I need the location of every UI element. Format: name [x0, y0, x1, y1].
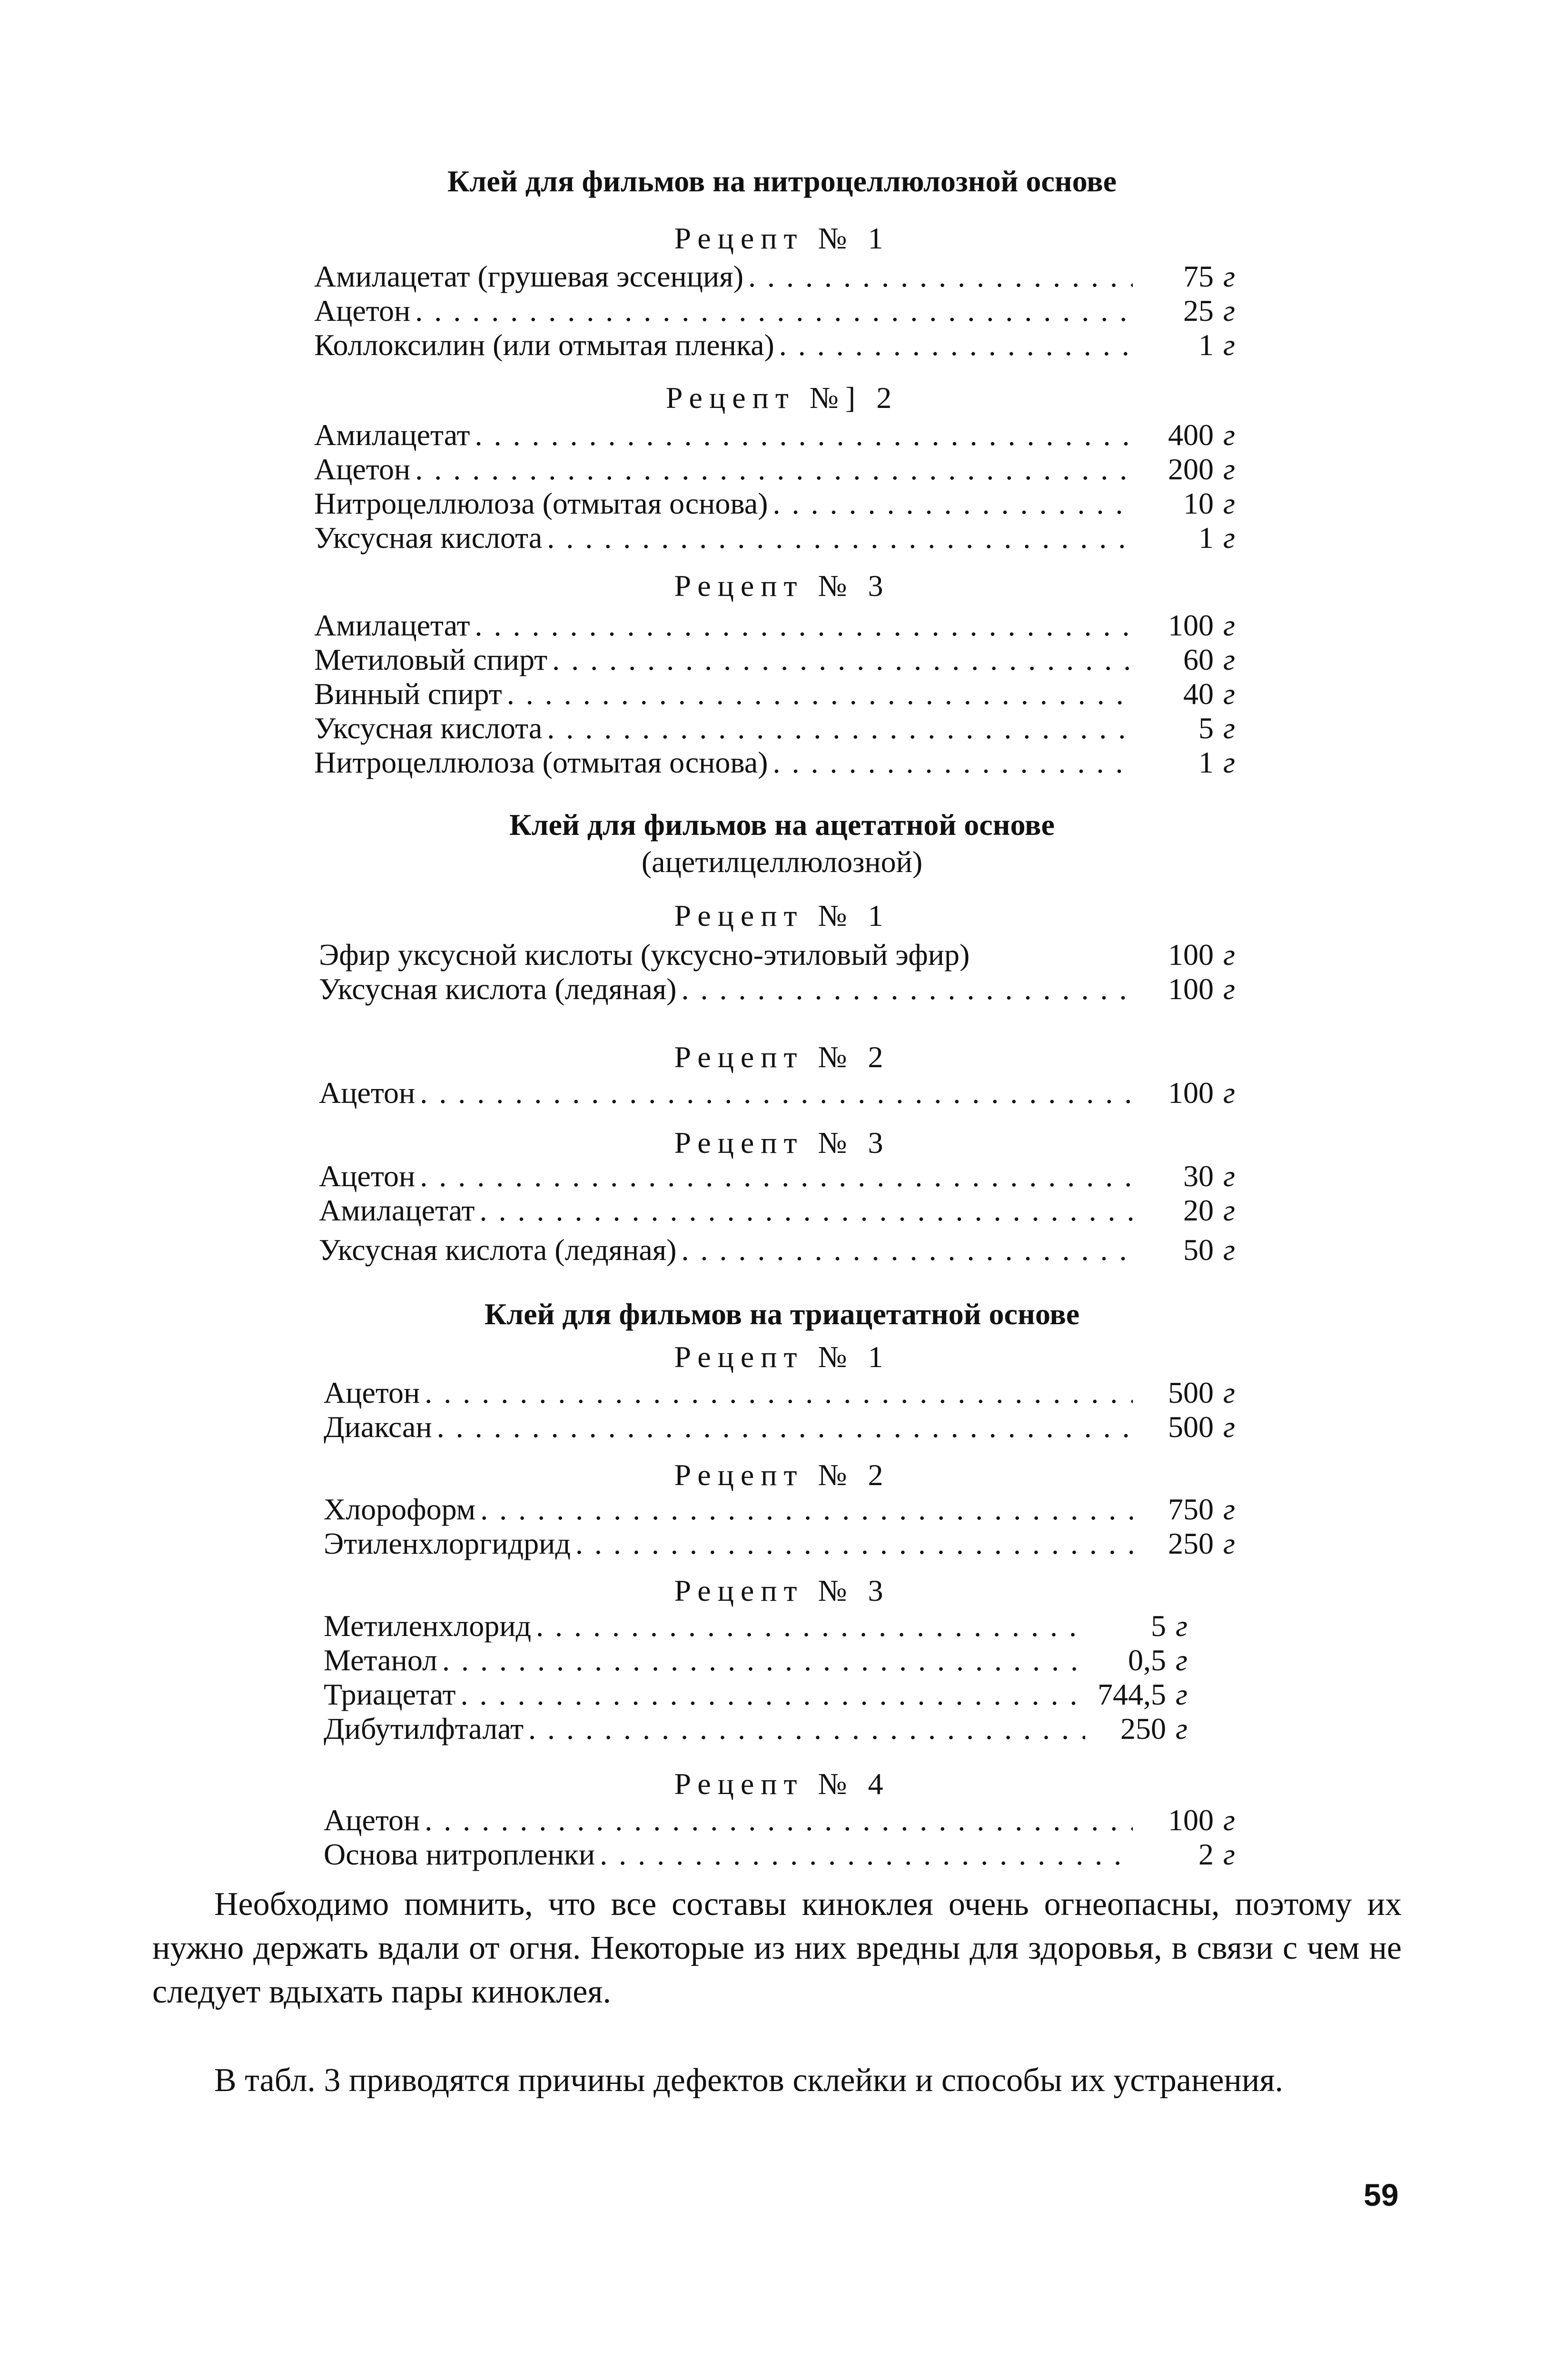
ingredient-name: Амилацетат — [319, 1193, 475, 1227]
ingredient-name: Уксусная кислота — [314, 521, 543, 555]
recipe-title: Рецепт №] 2 — [665, 381, 899, 415]
ingredient-amount: 500 — [1168, 1376, 1214, 1409]
ingredient-name: Этиленхлоргидрид — [324, 1527, 571, 1560]
ingredient-unit: г — [1223, 972, 1235, 1006]
ingredient-amount: 250 — [1120, 1712, 1166, 1745]
ingredient-amount: 1 — [1198, 745, 1214, 779]
leader-dots — [552, 643, 1133, 677]
ingredient-name: Основа нитропленки — [324, 1837, 595, 1871]
ingredient-unit: г — [1223, 643, 1235, 676]
leader-dots — [547, 521, 1133, 555]
ingredient-amount: 200 — [1168, 452, 1214, 486]
recipe-title: Рецепт № 3 — [674, 1126, 890, 1160]
leader-dots — [480, 1492, 1133, 1527]
ingredient-unit: г — [1176, 1643, 1188, 1677]
leader-dots — [479, 1193, 1133, 1228]
ingredient-unit: г — [1223, 1803, 1235, 1837]
recipe-title: Рецепт № 3 — [674, 1574, 890, 1607]
ingredient-amount: 10 — [1183, 486, 1214, 520]
ingredient-unit: г — [1176, 1609, 1188, 1643]
ingredient-name: Амилацетат — [314, 608, 470, 642]
ingredient-name: Триацетат — [324, 1677, 456, 1711]
ingredient-amount: 250 — [1168, 1527, 1214, 1560]
ingredient-row — [314, 643, 1242, 677]
ingredient-name: Ацетон — [319, 1159, 416, 1193]
reference-paragraph: В табл. 3 приводятся причины дефектов склейки и способы их устранения. — [214, 2062, 1284, 2099]
ingredient-unit: г — [1223, 1837, 1235, 1871]
leader-dots — [547, 711, 1133, 745]
ingredient-amount: 100 — [1168, 1803, 1214, 1837]
leader-dots — [460, 1677, 1085, 1712]
ingredient-row — [319, 938, 1242, 972]
ingredient-unit: г — [1223, 1527, 1235, 1560]
ingredient-row — [314, 259, 1242, 294]
ingredient-unit: г — [1223, 418, 1235, 452]
ingredient-amount: 750 — [1168, 1492, 1214, 1526]
ingredient-row — [314, 328, 1242, 362]
ingredient-row — [314, 711, 1242, 745]
ingredient-amount: 2 — [1198, 1837, 1214, 1871]
recipe-title: Рецепт № 1 — [674, 899, 890, 932]
leader-dots — [575, 1527, 1133, 1561]
ingredient-row — [319, 1233, 1242, 1267]
leader-dots — [536, 1609, 1085, 1643]
leader-dots — [437, 1410, 1133, 1444]
recipe-title: Рецепт № 2 — [674, 1040, 890, 1074]
ingredient-amount: 100 — [1168, 608, 1214, 642]
ingredient-row — [324, 1609, 1195, 1643]
section-subheading: (ацетилцеллюлозной) — [641, 845, 923, 879]
ingredient-row — [324, 1803, 1242, 1837]
ingredient-row — [314, 294, 1242, 328]
ingredient-name: Нитроцеллюлоза (отмытая основа) — [314, 486, 768, 520]
ingredient-row — [324, 1677, 1195, 1712]
recipe-title: Рецепт № 3 — [674, 569, 890, 603]
ingredient-unit: г — [1223, 294, 1235, 327]
section-heading-nitrocellulose: Клей для фильмов на нитроцеллюлозной основе — [447, 164, 1117, 198]
ingredient-name: Ацетон — [314, 294, 411, 327]
leader-dots — [772, 486, 1133, 521]
ingredient-row — [314, 677, 1242, 711]
leader-dots — [425, 1803, 1133, 1837]
ingredient-amount: 100 — [1168, 938, 1214, 972]
ingredient-row — [324, 1527, 1242, 1561]
leader-dots — [415, 294, 1133, 328]
ingredient-row — [324, 1410, 1242, 1444]
leader-dots — [475, 608, 1133, 643]
ingredient-name: Дибутилфталат — [324, 1712, 524, 1745]
ingredient-unit: г — [1223, 608, 1235, 642]
ingredient-unit: г — [1223, 486, 1235, 520]
leader-dots — [772, 745, 1133, 780]
leader-dots — [779, 328, 1133, 362]
ingredient-row — [319, 972, 1242, 1006]
leader-dots — [420, 1076, 1133, 1110]
ingredient-row — [319, 1159, 1242, 1193]
ingredient-name: Метиленхлорид — [324, 1609, 532, 1643]
ingredient-name: Метиловый спирт — [314, 643, 548, 676]
section-heading-acetate: Клей для фильмов на ацетатной основе — [509, 808, 1055, 842]
ingredient-unit: г — [1223, 1376, 1235, 1409]
leader-dots — [600, 1837, 1133, 1872]
ingredient-name: Уксусная кислота — [314, 711, 543, 745]
ingredient-row — [319, 1193, 1242, 1228]
leader-dots — [528, 1712, 1085, 1746]
ingredient-amount: 30 — [1183, 1159, 1214, 1193]
ingredient-name: Ацетон — [324, 1376, 420, 1409]
leader-dots — [748, 259, 1133, 294]
ingredient-amount: 40 — [1183, 677, 1214, 711]
ingredient-amount: 20 — [1183, 1193, 1214, 1227]
recipe-title: Рецепт № 1 — [674, 221, 890, 255]
ingredient-row — [324, 1376, 1242, 1410]
leader-dots — [415, 452, 1133, 486]
ingredient-name: Эфир уксусной кислоты (уксусно-этиловый эфир) — [319, 938, 970, 972]
ingredient-row — [324, 1492, 1242, 1527]
ingredient-amount: 1 — [1198, 521, 1214, 555]
page-number: 59 — [1364, 2177, 1399, 2212]
ingredient-name: Амилацетат — [314, 418, 470, 452]
ingredient-unit: г — [1223, 328, 1235, 362]
ingredient-amount: 25 — [1183, 294, 1214, 327]
ingredient-amount: 5 — [1198, 711, 1214, 745]
ingredient-row — [314, 418, 1242, 452]
ingredient-amount: 100 — [1168, 1076, 1214, 1110]
ingredient-name: Уксусная кислота (ледяная) — [319, 1233, 677, 1267]
ingredient-name: Нитроцеллюлоза (отмытая основа) — [314, 745, 768, 779]
ingredient-unit: г — [1223, 259, 1235, 293]
ingredient-unit: г — [1223, 745, 1235, 779]
ingredient-amount: 50 — [1183, 1233, 1214, 1267]
ingredient-amount: 1 — [1198, 328, 1214, 362]
ingredient-row — [314, 608, 1242, 643]
ingredient-row — [314, 521, 1242, 555]
ingredient-amount: 60 — [1183, 643, 1214, 676]
ingredient-amount: 0,5 — [1128, 1643, 1166, 1677]
ingredient-name: Диаксан — [324, 1410, 432, 1444]
ingredient-row — [319, 1076, 1242, 1110]
leader-dots — [425, 1376, 1133, 1410]
ingredient-unit: г — [1176, 1677, 1188, 1711]
ingredient-row — [324, 1712, 1195, 1746]
ingredient-unit: г — [1223, 1410, 1235, 1444]
ingredient-amount: 500 — [1168, 1410, 1214, 1444]
ingredient-unit: г — [1223, 1159, 1235, 1193]
ingredient-unit: г — [1176, 1712, 1188, 1745]
section-heading-triacetate: Клей для фильмов на триацетатной основе — [484, 1297, 1080, 1331]
ingredient-unit: г — [1223, 711, 1235, 745]
leader-dots — [475, 418, 1133, 452]
ingredient-amount: 5 — [1151, 1609, 1166, 1643]
ingredient-name: Коллоксилин (или отмытая пленка) — [314, 328, 774, 362]
leader-dots — [681, 972, 1133, 1006]
ingredient-amount: 400 — [1168, 418, 1214, 452]
leader-dots — [507, 677, 1133, 711]
ingredient-unit: г — [1223, 1492, 1235, 1526]
ingredient-name: Хлороформ — [324, 1492, 476, 1526]
recipe-title: Рецепт № 1 — [674, 1340, 890, 1374]
ingredient-unit: г — [1223, 938, 1235, 972]
ingredient-row — [314, 486, 1242, 521]
ingredient-amount: 100 — [1168, 972, 1214, 1006]
leader-dots — [420, 1159, 1133, 1193]
ingredient-row — [324, 1643, 1195, 1677]
warning-paragraph: Необходимо помнить, что все составы киноклея очень огнеопасны, поэтому их нужно держать вдали от огня. Некоторые из них вредны для здоровья, в связи с чем не следует вдыхать пары киноклея. — [152, 1886, 1402, 2010]
ingredient-amount: 744,5 — [1098, 1677, 1166, 1711]
ingredient-unit: г — [1223, 677, 1235, 711]
ingredient-unit: г — [1223, 1233, 1235, 1267]
recipe-title: Рецепт № 2 — [674, 1458, 890, 1492]
ingredient-unit: г — [1223, 1076, 1235, 1110]
leader-dots — [681, 1233, 1133, 1267]
ingredient-unit: г — [1223, 452, 1235, 486]
ingredient-amount: 75 — [1183, 259, 1214, 293]
recipe-title: Рецепт № 4 — [674, 1767, 890, 1801]
ingredient-row — [314, 745, 1242, 780]
leader-dots — [442, 1643, 1085, 1677]
ingredient-unit: г — [1223, 521, 1235, 555]
ingredient-name: Винный спирт — [314, 677, 502, 711]
ingredient-name: Ацетон — [324, 1803, 420, 1837]
ingredient-name: Амилацетат (грушевая эссенция) — [314, 259, 744, 293]
ingredient-unit: г — [1223, 1193, 1235, 1227]
ingredient-name: Ацетон — [314, 452, 411, 486]
ingredient-name: Уксусная кислота (ледяная) — [319, 972, 677, 1006]
ingredient-row — [314, 452, 1242, 486]
ingredient-row — [324, 1837, 1242, 1872]
ingredient-name: Ацетон — [319, 1076, 416, 1110]
ingredient-name: Метанол — [324, 1643, 437, 1677]
